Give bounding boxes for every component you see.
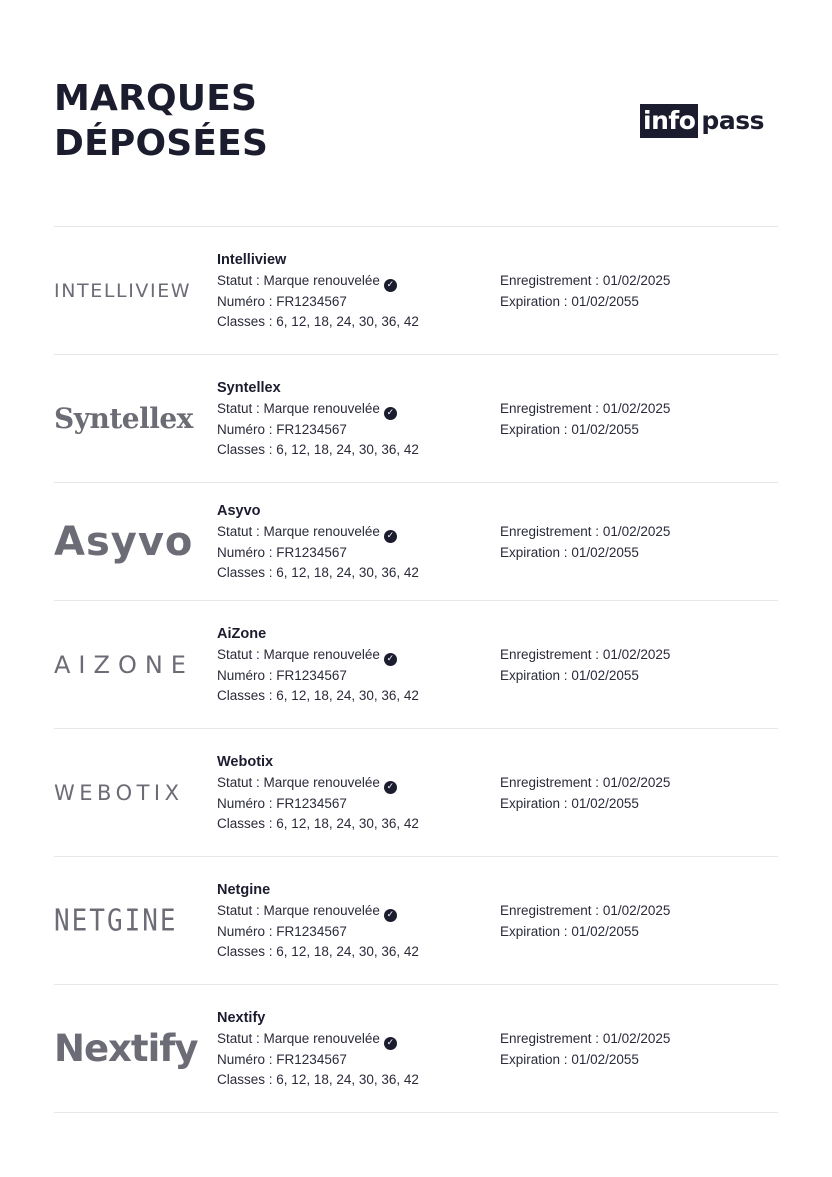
registration-value: 01/02/2025 [602, 524, 671, 539]
registration-line [500, 1029, 670, 1050]
registration-value: 01/02/2025 [602, 1031, 671, 1046]
expiration-value: 01/02/2055 [571, 421, 639, 437]
brand-logo: WEBOTIX [54, 780, 184, 805]
infopass-logo [640, 104, 764, 138]
registration-line [500, 271, 670, 292]
classes-label: Classes : [217, 816, 273, 831]
classes-value: 6, 12, 18, 24, 30, 36, 42 [276, 816, 419, 831]
number-value: FR1234567 [276, 293, 347, 309]
trademark-info [217, 752, 419, 835]
expiration-label: Expiration : [500, 1051, 568, 1067]
registration-line [500, 522, 670, 543]
check-circle-icon: ✓ [384, 653, 397, 666]
registration-label: Enregistrement : [500, 524, 600, 539]
check-circle-icon: ✓ [384, 279, 397, 292]
number-value: FR1234567 [276, 544, 347, 560]
classes-label: Classes : [217, 688, 273, 703]
trademark-name: Netgine [217, 882, 271, 898]
number-label: Numéro : [217, 293, 273, 309]
status-line [217, 399, 419, 420]
check-circle-icon: ✓ [384, 781, 397, 794]
trademark-info [217, 501, 419, 584]
registration-label: Enregistrement : [500, 775, 600, 790]
classes-label: Classes : [217, 442, 273, 457]
expiration-value: 01/02/2055 [571, 293, 639, 309]
classes-line [217, 814, 419, 835]
expiration-label: Expiration : [500, 421, 568, 437]
page-title-line-2: DÉPOSÉES [54, 123, 269, 164]
status-label: Statut : [217, 646, 260, 662]
classes-line [217, 312, 419, 333]
number-line [217, 666, 419, 687]
page-title [54, 76, 268, 166]
check-circle-icon: ✓ [384, 530, 397, 543]
expiration-value: 01/02/2055 [571, 1051, 639, 1067]
number-value: FR1234567 [276, 421, 347, 437]
registration-value: 01/02/2025 [602, 273, 671, 288]
trademark-row [54, 857, 778, 985]
registration-value: 01/02/2025 [602, 775, 671, 790]
status-label: Statut : [217, 902, 260, 918]
registration-label: Enregistrement : [500, 1031, 600, 1046]
status-value: Marque renouvelée [263, 523, 380, 539]
status-line [217, 1029, 419, 1050]
status-value: Marque renouvelée [263, 400, 380, 416]
status-value: Marque renouvelée [263, 272, 380, 288]
expiration-label: Expiration : [500, 923, 568, 939]
status-label: Statut : [217, 1030, 260, 1046]
expiration-line [500, 1050, 670, 1071]
trademark-name: Intelliview [217, 252, 287, 268]
logo-rest-text: pass [701, 106, 764, 135]
classes-value: 6, 12, 18, 24, 30, 36, 42 [276, 442, 419, 457]
number-value: FR1234567 [276, 923, 347, 939]
classes-value: 6, 12, 18, 24, 30, 36, 42 [276, 565, 419, 580]
number-line [217, 794, 419, 815]
number-value: FR1234567 [276, 795, 347, 811]
trademark-info [217, 250, 419, 333]
trademark-list [54, 226, 778, 1113]
expiration-value: 01/02/2055 [571, 795, 639, 811]
expiration-value: 01/02/2055 [571, 923, 639, 939]
number-label: Numéro : [217, 544, 273, 560]
expiration-line [500, 794, 670, 815]
status-value: Marque renouvelée [263, 774, 380, 790]
status-label: Statut : [217, 523, 260, 539]
classes-line [217, 686, 419, 707]
number-label: Numéro : [217, 667, 273, 683]
classes-line [217, 1070, 419, 1091]
trademark-name: AiZone [217, 626, 267, 642]
trademark-dates [500, 271, 670, 312]
trademark-dates [500, 522, 670, 563]
check-circle-icon: ✓ [384, 909, 397, 922]
status-line [217, 271, 419, 292]
check-circle-icon: ✓ [384, 1037, 397, 1050]
expiration-label: Expiration : [500, 544, 568, 560]
number-line [217, 1050, 419, 1071]
status-line [217, 645, 419, 666]
trademark-dates [500, 399, 670, 440]
page-title-line-1: MARQUES [54, 78, 258, 119]
status-line [217, 901, 419, 922]
expiration-value: 01/02/2055 [571, 544, 639, 560]
brand-logo: NETGINE [54, 903, 178, 938]
registration-line [500, 773, 670, 794]
classes-value: 6, 12, 18, 24, 30, 36, 42 [276, 314, 419, 329]
registration-line [500, 901, 670, 922]
number-label: Numéro : [217, 1051, 273, 1067]
status-label: Statut : [217, 400, 260, 416]
trademark-row [54, 729, 778, 857]
number-line [217, 543, 419, 564]
logo-box-text: info [640, 104, 698, 138]
trademark-row [54, 227, 778, 355]
registration-label: Enregistrement : [500, 903, 600, 918]
registration-value: 01/02/2025 [602, 903, 671, 918]
trademark-dates [500, 773, 670, 814]
number-label: Numéro : [217, 923, 273, 939]
trademark-row [54, 985, 778, 1113]
classes-line [217, 563, 419, 584]
trademark-name: Webotix [217, 754, 274, 770]
trademark-row [54, 483, 778, 601]
registration-value: 01/02/2025 [602, 647, 671, 662]
number-value: FR1234567 [276, 1051, 347, 1067]
check-circle-icon: ✓ [384, 407, 397, 420]
expiration-value: 01/02/2055 [571, 667, 639, 683]
expiration-line [500, 543, 670, 564]
trademark-info [217, 624, 419, 707]
expiration-line [500, 666, 670, 687]
trademark-name: Syntellex [217, 380, 281, 396]
registration-line [500, 399, 670, 420]
brand-logo: AIZONE [54, 650, 194, 679]
trademark-name: Nextify [217, 1010, 266, 1026]
status-value: Marque renouvelée [263, 902, 380, 918]
trademark-name: Asyvo [217, 503, 261, 519]
registration-value: 01/02/2025 [602, 401, 671, 416]
trademark-dates [500, 901, 670, 942]
trademark-row [54, 601, 778, 729]
expiration-line [500, 922, 670, 943]
classes-label: Classes : [217, 944, 273, 959]
classes-label: Classes : [217, 314, 273, 329]
brand-logo: Nextify [54, 1027, 198, 1070]
status-value: Marque renouvelée [263, 1030, 380, 1046]
registration-line [500, 645, 670, 666]
expiration-label: Expiration : [500, 795, 568, 811]
classes-label: Classes : [217, 565, 273, 580]
number-line [217, 922, 419, 943]
classes-line [217, 440, 419, 461]
classes-value: 6, 12, 18, 24, 30, 36, 42 [276, 1072, 419, 1087]
brand-logo: Asyvo [54, 518, 194, 565]
status-line [217, 522, 419, 543]
registration-label: Enregistrement : [500, 401, 600, 416]
status-label: Statut : [217, 774, 260, 790]
status-line [217, 773, 419, 794]
status-value: Marque renouvelée [263, 646, 380, 662]
brand-logo: INTELLIVIEW [54, 279, 192, 302]
classes-line [217, 942, 419, 963]
trademark-info [217, 880, 419, 963]
classes-value: 6, 12, 18, 24, 30, 36, 42 [276, 688, 419, 703]
number-value: FR1234567 [276, 667, 347, 683]
expiration-line [500, 292, 670, 313]
expiration-label: Expiration : [500, 293, 568, 309]
classes-value: 6, 12, 18, 24, 30, 36, 42 [276, 944, 419, 959]
trademark-row [54, 355, 778, 483]
status-label: Statut : [217, 272, 260, 288]
expiration-line [500, 420, 670, 441]
classes-label: Classes : [217, 1072, 273, 1087]
trademark-dates [500, 645, 670, 686]
expiration-label: Expiration : [500, 667, 568, 683]
number-line [217, 420, 419, 441]
number-line [217, 292, 419, 313]
trademark-info [217, 378, 419, 461]
trademark-dates [500, 1029, 670, 1070]
number-label: Numéro : [217, 421, 273, 437]
trademark-info [217, 1008, 419, 1091]
registration-label: Enregistrement : [500, 273, 600, 288]
brand-logo: Syntellex [54, 402, 193, 435]
registration-label: Enregistrement : [500, 647, 600, 662]
number-label: Numéro : [217, 795, 273, 811]
